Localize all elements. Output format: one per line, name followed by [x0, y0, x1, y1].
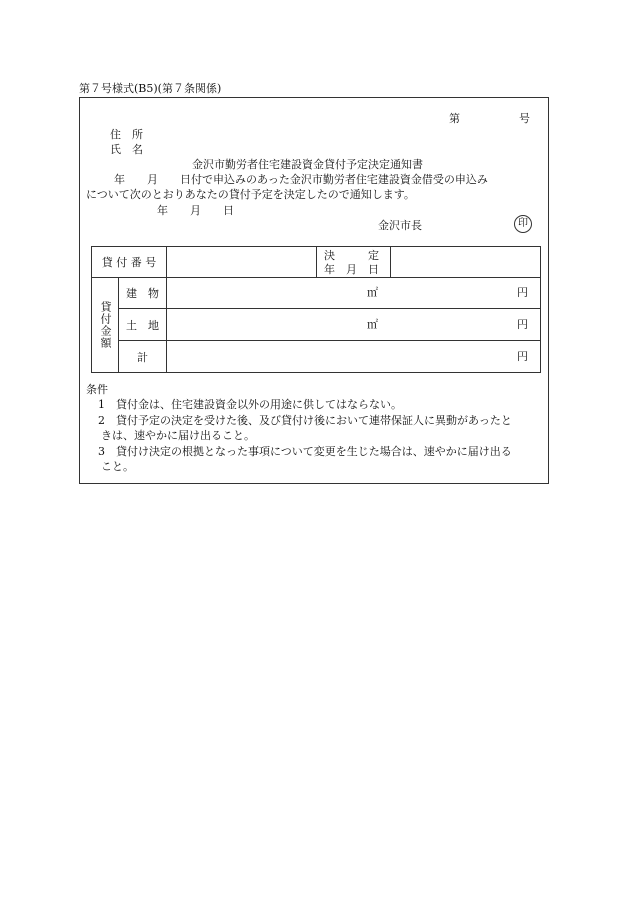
row-label-total: 計 [119, 341, 167, 373]
loan-amount-label: 貸付金額 [99, 301, 112, 349]
loan-number-value[interactable] [167, 247, 317, 278]
body-line-1: 年 月 日付で申込みのあった金沢市勤労者住宅建設資金借受の申込み [114, 173, 488, 186]
condition-2: 2 貸付予定の決定を受けた後、及び貸付け後において連帯保証人に異動があったと [98, 414, 512, 427]
building-value[interactable] [167, 278, 541, 309]
row-label-building: 建 物 [119, 278, 167, 309]
loan-number-label: 貸 付 番 号 [101, 256, 157, 269]
form-title: 第７号様式(B5)(第７条関係) [79, 82, 222, 95]
land-yen-unit: 円 [517, 318, 528, 331]
condition-1: 1 貸付金は、住宅建設資金以外の用途に供してはならない。 [98, 398, 402, 411]
building-yen-unit: 円 [517, 286, 528, 299]
total-yen-unit: 円 [517, 350, 528, 363]
name-label: 氏 名 [110, 143, 143, 156]
condition-2-cont: きは、速やかに届け出ること。 [101, 429, 255, 442]
decision-date-label-cell [317, 247, 391, 278]
conditions-heading: 条件 [86, 383, 108, 396]
building-area-unit: ㎡ [367, 286, 378, 299]
condition-3: 3 貸付け決定の根拠となった事項について変更を生じた場合は、速やかに届け出る [98, 445, 512, 458]
number-go: 号 [519, 112, 530, 125]
date-line: 年 月 日 [157, 204, 234, 217]
document-title: 金沢市勤労者住宅建設資金貸付予定決定通知書 [192, 158, 423, 171]
loan-number-label-cell [92, 247, 167, 278]
mayor-label: 金沢市長 [378, 219, 422, 232]
loan-amount-label-cell [92, 278, 119, 373]
address-label: 住 所 [110, 128, 143, 141]
land-value[interactable] [167, 309, 541, 341]
decision-date-value[interactable] [391, 247, 541, 278]
loan-table [91, 246, 541, 373]
seal-stamp: 印 [514, 215, 532, 233]
decision-date-label: 年 月 日 [324, 263, 379, 276]
total-value[interactable] [167, 341, 541, 373]
body-line-2: について次のとおりあなたの貸付予定を決定したので通知します。 [86, 188, 415, 201]
land-area-unit: ㎡ [367, 318, 378, 331]
row-label-land: 土 地 [119, 309, 167, 341]
condition-3-cont: こと。 [101, 460, 134, 473]
decision-label: 決 定 [324, 249, 379, 262]
number-dai: 第 [449, 112, 460, 125]
